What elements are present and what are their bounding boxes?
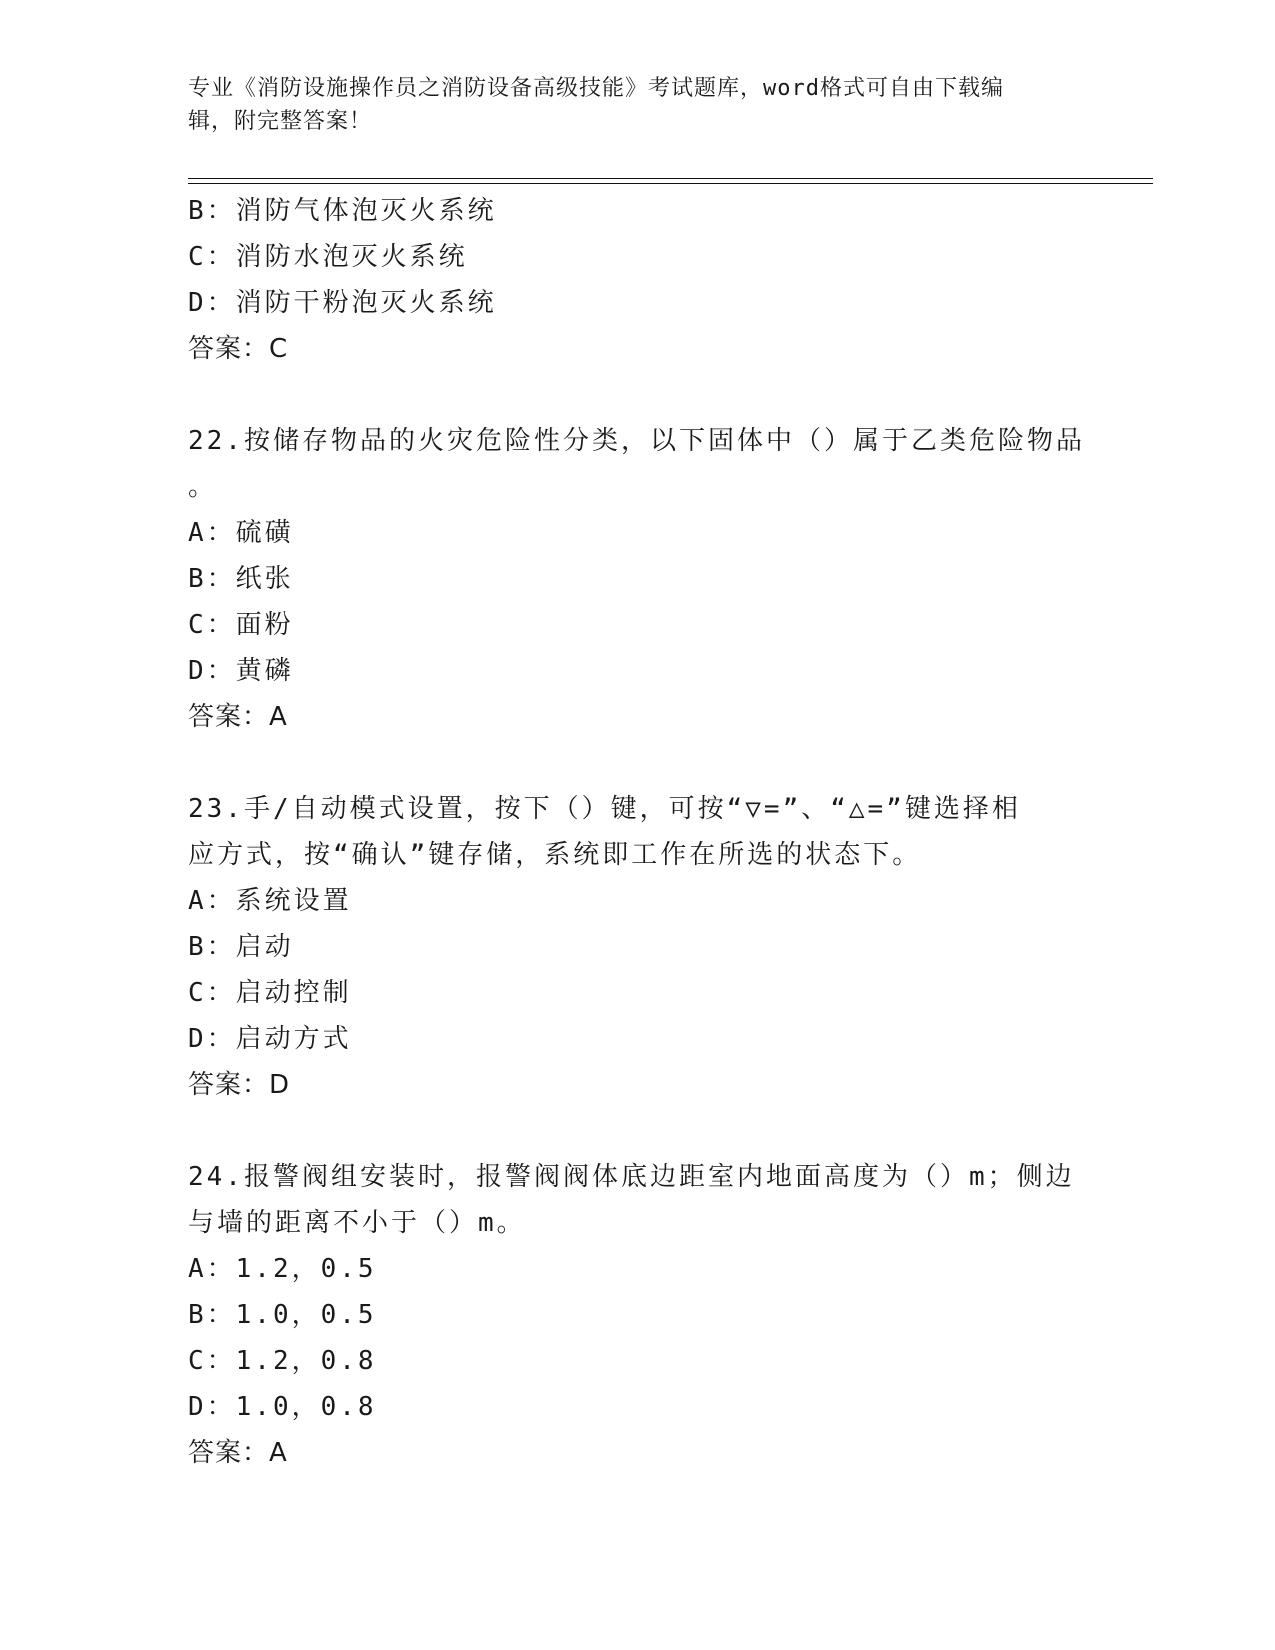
question-21: [188, 188, 1088, 372]
question-stem-line-1: 23.手/自动模式设置，按下（）键，可按“▽=”、“△=”键选择相: [188, 794, 1021, 824]
question-stem-line-2: 应方式，按“确认”键存储，系统即工作在所选的状态下。: [188, 840, 922, 870]
option-a: A：1.2，0.5: [188, 1254, 377, 1284]
answer: 答案：C: [188, 334, 289, 364]
header-line-2: 辑，附完整答案！: [188, 109, 373, 134]
option-b: B：纸张: [188, 564, 294, 594]
header-divider-bottom: [188, 183, 1153, 184]
question-stem-line-2: 。: [188, 472, 218, 502]
spacer: [188, 1108, 1088, 1154]
option-a: A：硫磺: [188, 518, 294, 548]
document-header: [188, 72, 1088, 138]
answer: 答案：D: [188, 1070, 291, 1100]
option-d: D：启动方式: [188, 1024, 352, 1054]
question-stem-line-2: 与墙的距离不小于（）m。: [188, 1208, 526, 1238]
option-d: D：1.0，0.8: [188, 1392, 377, 1422]
option-a: A：系统设置: [188, 886, 352, 916]
question-stem-line-1: 22.按储存物品的火灾危险性分类，以下固体中（）属于乙类危险物品: [188, 426, 1085, 456]
option-b: B：启动: [188, 932, 294, 962]
option-c: C：面粉: [188, 610, 294, 640]
question-22: [188, 418, 1088, 740]
header-divider-top: [188, 178, 1153, 179]
question-list: [188, 188, 1088, 1476]
header-line-1: 专业《消防设施操作员之消防设备高级技能》考试题库，word格式可自由下载编: [188, 76, 1004, 101]
answer: 答案：A: [188, 1438, 288, 1468]
question-23: [188, 786, 1088, 1108]
answer: 答案：A: [188, 702, 288, 732]
question-stem-line-1: 24.报警阀组安装时，报警阀阀体底边距室内地面高度为（）m；侧边: [188, 1162, 1075, 1192]
option-b: B：1.0，0.5: [188, 1300, 377, 1330]
spacer: [188, 740, 1088, 786]
option-c: C：消防水泡灭火系统: [188, 242, 468, 272]
option-c: C：1.2，0.8: [188, 1346, 377, 1376]
option-d: D：黄磷: [188, 656, 294, 686]
option-b: B：消防气体泡灭火系统: [188, 196, 497, 226]
spacer: [188, 372, 1088, 418]
question-24: [188, 1154, 1088, 1476]
option-c: C：启动控制: [188, 978, 352, 1008]
option-d: D：消防干粉泡灭火系统: [188, 288, 497, 318]
